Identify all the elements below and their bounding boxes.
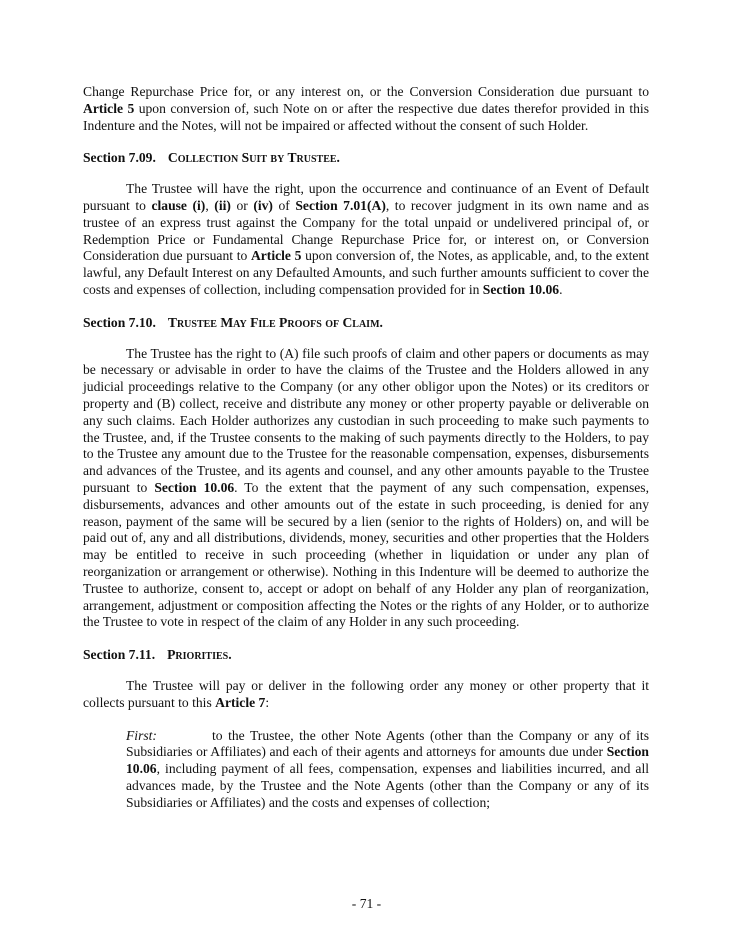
document-page [83,84,649,811]
section-title: Collection Suit by Trustee. [167,150,340,166]
priority-item-first: First: to the Trustee, the other Note Agents (other than the Company or any of its Subsidiaries or Affiliates) and each of their agents and attorneys for amounts due under Section 10.06, including payment of all fees, compensation, expenses and liabilities incurred, and all advances made, by the Trustee and the Note Agents (other than the Company or any of its Subsidiaries or Affiliates) and the costs and expenses of collection; [126,728,649,812]
page-number: - 71 - [351,896,382,911]
clause-reference: (ii) [214,197,231,213]
article-reference: Article 5 [83,100,135,116]
section-number: Section 7.10. [83,314,156,330]
clause-reference: clause (i) [151,197,206,213]
section-reference: Section 10.06 [154,479,235,495]
section-7-11-body: The Trustee will pay or deliver in the following order any money or other property that it collects pursuant to this Article 7: [83,677,649,710]
section-reference: Section 10.06 [482,281,560,297]
article-reference: Article 5 [250,248,302,264]
section-7-09-body: The Trustee will have the right, upon the occurrence and continuance of an Event of Default pursuant to clause (i), (ii) or (iv) of Section 7.01(A), to recover judgment in its own name and as trustee of an express trust against the Company for the total unpaid or undelivered principal of, or Redemption Price or Fundamental Change Repurchase Price for, or interest on, or Conversion Consideration due pursuant to Article 5 upon conversion of, the Notes, as applicable, and, to the extent lawful, any Default Interest on any Defaulted Amounts, and such further amounts sufficient to cover the costs and expenses of collection, including compensation provided for in Section 10.06. [83,181,650,297]
section-title: Priorities. [167,647,232,663]
clause-reference: (iv) [253,197,273,213]
section-reference: Section 7.01(A) [295,197,386,213]
section-heading-7-11 [83,647,649,664]
article-reference: Article 7 [215,694,266,710]
section-reference: Section 10.06 [126,744,649,777]
section-heading-7-10 [83,315,649,332]
section-7-10-body: The Trustee has the right to (A) file such proofs of claim and other papers or documents as may be necessary or advisable in order to have the claims of the Trustee and the Holders allowed in any judicial proceedings relative to the Company (or any other obligor upon the Notes) or its creditors or property and (B) collect, receive and distribute any money or other property payable or deliverable on any such claims. Each Holder authorizes any custodian in such proceeding to make such payments to the Trustee, and, if the Trustee consents to the making of such payments directly to the Holders, to pay to the Trustee any amount due to the Trustee for the reasonable compensation, expenses, disbursements and advances of the Trustee, and its agents and counsel, and any other amounts payable to the Trustee pursuant to Section 10.06. To the extent that the payment of any such compensation, expenses, disbursements, advances and other amounts out of the estate in such proceeding, is denied for any reason, payment of the same will be secured by a lien (senior to the rights of Holders) on, and will be paid out of, any and all distributions, dividends, money, securities and other properties that the Holders may be entitled to receive in such proceeding (whether in liquidation or under any plan of reorganization or arrangement or otherwise). Nothing in this Indenture will be deemed to authorize the Trustee to authorize, consent to, accept or adopt on behalf of any Holder any plan of reorganization, arrangement, adjustment or composition affecting the Notes or the rights of any Holder, or to authorize the Trustee to vote in respect of the claim of any Holder in any such proceeding. [83,345,649,630]
section-number: Section 7.09. [83,150,156,166]
continuation-paragraph: Change Repurchase Price for, or any interest on, or the Conversion Consideration due pursuant to Article 5 upon conversion of, such Note on or after the respective due dates therefor provided in this Indenture and the Notes, will not be impaired or affected without the consent of such Holder. [83,84,649,133]
section-title: Trustee May File Proofs of Claim. [167,314,383,330]
priority-label: First: [126,727,157,743]
section-heading-7-09 [83,150,649,167]
section-number: Section 7.11. [83,647,156,663]
